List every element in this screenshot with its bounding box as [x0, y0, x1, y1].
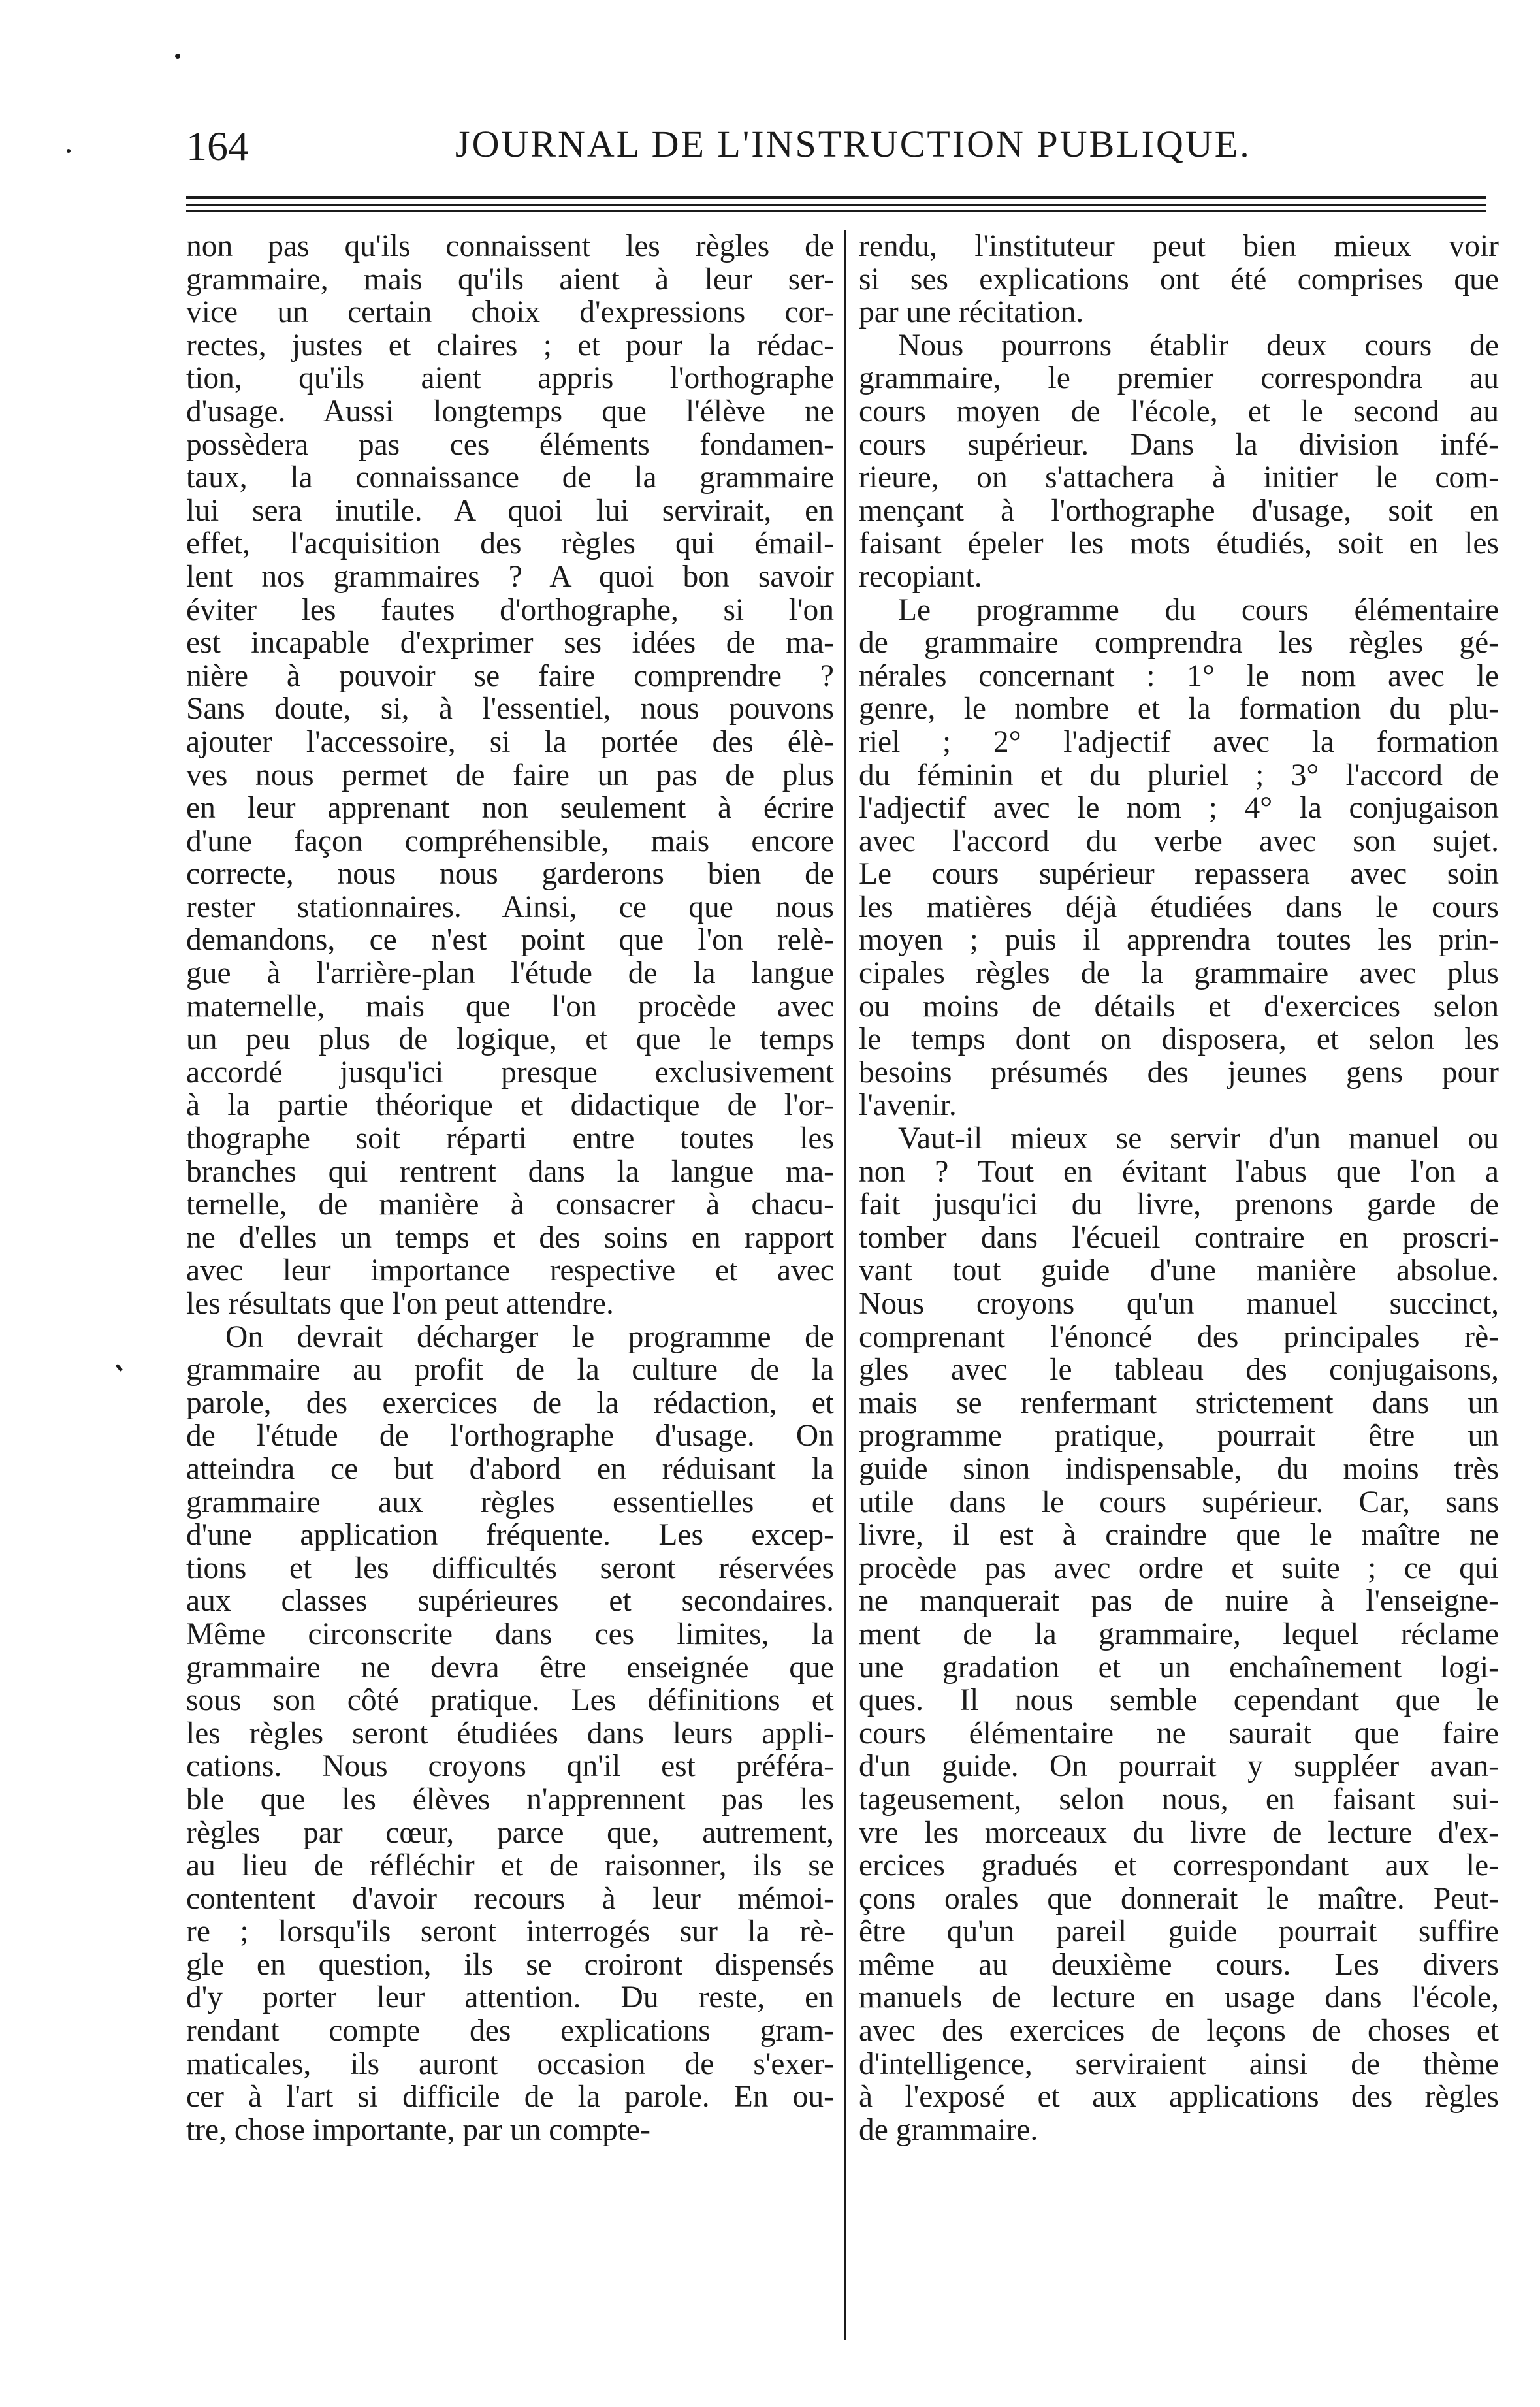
text-line: grammaire ne devra être enseignée que: [186, 1651, 834, 1685]
text-line: d'usage. Aussi longtemps que l'élève ne: [186, 395, 834, 428]
text-line: les résultats que l'on peut attendre.: [186, 1287, 614, 1321]
text-line: cipales règles de la grammaire avec plus: [859, 957, 1499, 990]
text-line: Nous pourrons établir deux cours de: [898, 329, 1499, 363]
text-line: rieure, on s'attachera à initier le com-: [859, 461, 1499, 494]
text-line: même au deuxième cours. Les divers: [859, 1948, 1499, 1982]
text-line: maticales, ils auront occasion de s'exer-: [186, 2047, 834, 2081]
text-line: utile dans le cours supérieur. Car, sans: [859, 1485, 1499, 1519]
text-line: nérales concernant : 1° le nom avec le: [859, 659, 1499, 693]
text-line: d'y porter leur attention. Du reste, en: [186, 1981, 834, 2015]
text-line: non pas qu'ils connaissent les règles de: [186, 230, 834, 263]
text-line: du féminin et du pluriel ; 3° l'accord de: [859, 758, 1499, 792]
text-line: thographe soit réparti entre toutes les: [186, 1122, 834, 1155]
text-line: lent nos grammaires ? A quoi bon savoir: [186, 560, 834, 594]
text-line: ves nous permet de faire un pas de plus: [186, 758, 834, 792]
text-line: grammaire aux règles essentielles et: [186, 1485, 834, 1519]
text-line: mençant à l'orthographe d'usage, soit en: [859, 494, 1499, 528]
text-line: recopiant.: [859, 560, 982, 594]
text-line: fait jusqu'ici du livre, prenons garde de: [859, 1188, 1499, 1221]
text-line: rester stationnaires. Ainsi, ce que nous: [186, 890, 834, 924]
right-column: [859, 230, 1499, 2146]
column-divider: [844, 230, 846, 2340]
text-line: vice un certain choix d'expressions cor-: [186, 296, 834, 329]
text-line: parole, des exercices de la rédaction, et: [186, 1386, 834, 1420]
text-line: sous son côté pratique. Les définitions et: [186, 1684, 834, 1717]
text-line: si ses explications ont été comprises que: [859, 263, 1499, 297]
text-line: Le cours supérieur repassera avec soin: [859, 858, 1499, 891]
text-line: lui sera inutile. A quoi lui servirait, en: [186, 494, 834, 528]
text-line: à l'exposé et aux applications des règles: [859, 2080, 1499, 2114]
text-line: de grammaire comprendra les règles gé-: [859, 626, 1499, 660]
text-line: les règles seront étudiées dans leurs appli-: [186, 1717, 834, 1751]
text-line: ble que les élèves n'apprennent pas les: [186, 1783, 834, 1817]
text-line: procède pas avec ordre et suite ; ce qui: [859, 1551, 1499, 1585]
text-line: Même circonscrite dans ces limites, la: [186, 1617, 834, 1651]
text-line: mais se renfermant strictement dans un: [859, 1386, 1499, 1420]
text-line: rectes, justes et claires ; et pour la rédac-: [186, 329, 834, 363]
text-line: gle en question, ils se croiront dispensés: [186, 1948, 834, 1982]
text-line: manuels de lecture en usage dans l'école,: [859, 1981, 1499, 2015]
text-line: ne d'elles un temps et des soins en rapport: [186, 1221, 834, 1255]
text-line: maternelle, mais que l'on procède avec: [186, 990, 834, 1024]
header-rule: [186, 204, 1486, 206]
text-line: être qu'un pareil guide pourrait suffire: [859, 1915, 1499, 1948]
text-line: ment de la grammaire, lequel réclame: [859, 1617, 1499, 1651]
text-line: grammaire, le premier correspondra au: [859, 362, 1499, 395]
text-line: Vaut-il mieux se servir d'un manuel ou: [898, 1122, 1499, 1155]
text-line: tion, qu'ils aient appris l'orthographe: [186, 362, 834, 395]
ink-speck: [116, 1364, 123, 1372]
text-line: aux classes supérieures et secondaires.: [186, 1585, 834, 1618]
text-line: moyen ; puis il apprendra toutes les prin-: [859, 924, 1499, 958]
text-line: tomber dans l'écueil contraire en proscri-: [859, 1221, 1499, 1255]
text-line: règles par cœur, parce que, autrement,: [186, 1816, 834, 1850]
ink-speck: [67, 149, 71, 153]
text-line: ou moins de détails et d'exercices selon: [859, 990, 1499, 1024]
header-rule: [186, 210, 1486, 212]
text-line: taux, la connaissance de la grammaire: [186, 461, 834, 494]
text-line: çons orales que donnerait le maître. Peut-: [859, 1882, 1499, 1916]
text-line: Sans doute, si, à l'essentiel, nous pouvons: [186, 692, 834, 726]
text-line: d'un guide. On pourrait y suppléer avan-: [859, 1750, 1499, 1783]
text-line: avec des exercices de leçons de choses et: [859, 2014, 1499, 2048]
text-line: besoins présumés des jeunes gens pour: [859, 1056, 1499, 1090]
text-line: rendu, l'instituteur peut bien mieux voir: [859, 230, 1499, 263]
ink-speck: [175, 54, 180, 59]
text-line: rendant compte des explications gram-: [186, 2014, 834, 2048]
text-line: programme pratique, pourrait être un: [859, 1419, 1499, 1453]
text-line: genre, le nombre et la formation du plu-: [859, 692, 1499, 726]
text-line: avec l'accord du verbe avec son sujet.: [859, 824, 1499, 858]
page-header: [186, 112, 1486, 184]
text-line: par une récitation.: [859, 296, 1084, 329]
text-line: livre, il est à craindre que le maître ne: [859, 1519, 1499, 1552]
text-line: grammaire, mais qu'ils aient à leur ser-: [186, 263, 834, 297]
text-line: ercices gradués et correspondant aux le-: [859, 1849, 1499, 1882]
text-line: cours supérieur. Dans la division infé-: [859, 428, 1499, 462]
page-number: 164: [186, 123, 249, 169]
text-line: gue à l'arrière-plan l'étude de la langue: [186, 957, 834, 990]
text-line: vant tout guide d'une manière absolue.: [859, 1254, 1499, 1287]
text-line: cours moyen de l'école, et le second au: [859, 395, 1499, 428]
header-rule: [186, 196, 1486, 199]
text-line: accordé jusqu'ici presque exclusivement: [186, 1056, 834, 1090]
text-line: faisant épeler les mots étudiés, soit en les: [859, 527, 1499, 560]
text-line: tageusement, selon nous, en faisant sui-: [859, 1783, 1499, 1817]
text-line: les matières déjà étudiées dans le cours: [859, 890, 1499, 924]
text-line: grammaire au profit de la culture de la: [186, 1353, 834, 1387]
text-line: re ; lorsqu'ils seront interrogés sur la rè-: [186, 1915, 834, 1948]
text-line: de grammaire.: [859, 2113, 1038, 2147]
text-line: l'avenir.: [859, 1089, 957, 1123]
text-line: ne manquerait pas de nuire à l'enseigne-: [859, 1585, 1499, 1618]
text-line: ques. Il nous semble cependant que le: [859, 1684, 1499, 1717]
text-line: éviter les fautes d'orthographe, si l'on: [186, 593, 834, 627]
text-line: non ? Tout en évitant l'abus que l'on a: [859, 1155, 1499, 1189]
text-line: cations. Nous croyons qn'il est préféra-: [186, 1750, 834, 1783]
text-line: cours élémentaire ne saurait que faire: [859, 1717, 1499, 1751]
text-line: gles avec le tableau des conjugaisons,: [859, 1353, 1499, 1387]
text-line: avec leur importance respective et avec: [186, 1254, 834, 1287]
text-line: d'intelligence, serviraient ainsi de thème: [859, 2047, 1499, 2081]
left-column: [186, 230, 834, 2146]
text-line: branches qui rentrent dans la langue ma-: [186, 1155, 834, 1189]
running-title: JOURNAL DE L'INSTRUCTION PUBLIQUE.: [455, 123, 1251, 165]
text-line: une gradation et un enchaînement logi-: [859, 1651, 1499, 1685]
text-line: au lieu de réfléchir et de raisonner, ils se: [186, 1849, 834, 1882]
text-line: d'une façon compréhensible, mais encore: [186, 824, 834, 858]
text-line: riel ; 2° l'adjectif avec la formation: [859, 725, 1499, 759]
text-line: comprenant l'énoncé des principales rè-: [859, 1320, 1499, 1354]
text-line: nière à pouvoir se faire comprendre ?: [186, 659, 834, 693]
text-line: un peu plus de logique, et que le temps: [186, 1023, 834, 1056]
text-line: possèdera pas ces éléments fondamen-: [186, 428, 834, 462]
text-line: effet, l'acquisition des règles qui émail-: [186, 527, 834, 560]
text-line: Le programme du cours élémentaire: [898, 593, 1499, 627]
text-line: contentent d'avoir recours à leur mémoi-: [186, 1882, 834, 1916]
text-line: est incapable d'exprimer ses idées de ma-: [186, 626, 834, 660]
text-line: l'adjectif avec le nom ; 4° la conjugaison: [859, 792, 1499, 825]
text-line: tions et les difficultés seront réservées: [186, 1551, 834, 1585]
text-line: atteindra ce but d'abord en réduisant la: [186, 1452, 834, 1486]
body-columns: [186, 230, 1499, 2353]
text-line: ternelle, de manière à consacrer à chacu-: [186, 1188, 834, 1221]
text-line: à la partie théorique et didactique de l'or-: [186, 1089, 834, 1123]
text-line: ajouter l'accessoire, si la portée des élè-: [186, 725, 834, 759]
text-line: guide sinon indispensable, du moins très: [859, 1452, 1499, 1486]
text-line: cer à l'art si difficile de la parole. En ou-: [186, 2080, 834, 2114]
text-line: d'une application fréquente. Les excep-: [186, 1519, 834, 1552]
text-line: tre, chose importante, par un compte-: [186, 2113, 650, 2147]
text-line: Nous croyons qu'un manuel succinct,: [859, 1287, 1499, 1321]
text-line: correcte, nous nous garderons bien de: [186, 858, 834, 891]
text-line: de l'étude de l'orthographe d'usage. On: [186, 1419, 834, 1453]
text-line: en leur apprenant non seulement à écrire: [186, 792, 834, 825]
text-line: demandons, ce n'est point que l'on relè-: [186, 924, 834, 958]
text-line: vre les morceaux du livre de lecture d'ex-: [859, 1816, 1499, 1850]
text-line: le temps dont on disposera, et selon les: [859, 1023, 1499, 1056]
text-line: On devrait décharger le programme de: [225, 1320, 834, 1354]
